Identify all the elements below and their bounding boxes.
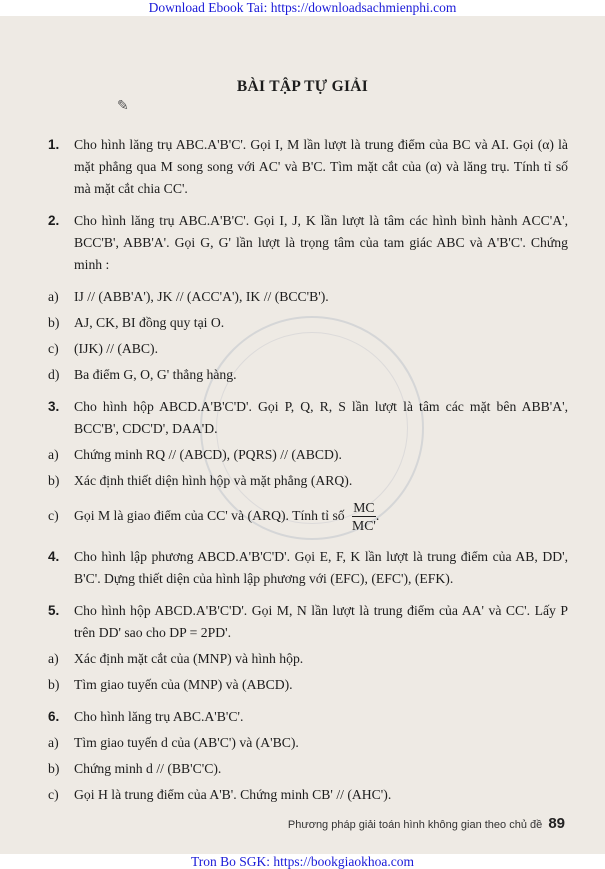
fraction-numerator: MC: [353, 500, 375, 516]
download-link[interactable]: Download Ebook Tai: https://downloadsachmienphi.com: [148, 0, 457, 15]
pencil-mark: ✎: [117, 99, 129, 114]
problem-text: Cho hình lăng trụ ABC.A'B'C'. Gọi I, J, K lần lượt là tâm các hình bình hành ACC'A', BCC'B', ABB'A'. Gọi G, G' lần lượt là trọng tâm của tam giác ABC và A'B'C'. Chứng minh :: [74, 213, 568, 272]
problem-6: [48, 706, 568, 728]
problem-number: 4.: [48, 549, 60, 564]
problem-4: [48, 546, 568, 590]
sub-label: a): [48, 651, 59, 666]
sub-text: Chứng minh d // (BB'C'C).: [74, 761, 222, 776]
problem-3: [48, 396, 568, 440]
problem-number: 1.: [48, 137, 60, 152]
sub-text: Gọi M là giao điểm của CC' và (ARQ). Tính tỉ số: [74, 508, 345, 523]
ratio-fraction: [352, 499, 376, 534]
footer-text: Phương pháp giải toán hình không gian theo chủ đề: [287, 819, 543, 831]
sub-label: c): [48, 787, 59, 802]
sub-label: b): [48, 315, 60, 330]
sub-text: Gọi H là trung điểm của A'B'. Chứng minh CB' // (AHC').: [74, 787, 392, 802]
sub-label: c): [48, 341, 59, 356]
sub-text: IJ // (ABB'A'), JK // (ACC'A'), IK // (BCC'B').: [74, 289, 329, 304]
sub-text: Xác định thiết diện hình hộp và mặt phẳng (ARQ).: [74, 473, 353, 488]
fraction-denominator: MC': [352, 518, 376, 534]
sub-text: Chứng minh RQ // (ABCD), (PQRS) // (ABCD).: [74, 447, 342, 462]
problem-number: 3.: [48, 399, 60, 414]
sub-text: AJ, CK, BI đồng quy tại O.: [74, 315, 225, 330]
sub-question: [48, 444, 568, 466]
sub-label: b): [48, 677, 60, 692]
problem-text: Cho hình lập phương ABCD.A'B'C'D'. Gọi E, F, K lần lượt là trung điểm của AB, DD', B'C'. Dựng thiết diện của hình lập phương với (EFC), (EFC'), (EFK).: [74, 549, 568, 586]
problem-number: 5.: [48, 603, 60, 618]
sub-label: a): [48, 289, 59, 304]
problem-text: Cho hình lăng trụ ABC.A'B'C'.: [74, 709, 244, 724]
sub-text: Tìm giao tuyến d của (AB'C') và (A'BC).: [74, 735, 299, 750]
sub-question: [48, 496, 568, 536]
sub-label: b): [48, 473, 60, 488]
sub-question: [48, 470, 568, 492]
sub-text: Tìm giao tuyến của (MNP) và (ABCD).: [74, 677, 293, 692]
exercise-list: [48, 134, 568, 810]
problem-text: Cho hình hộp ABCD.A'B'C'D'. Gọi P, Q, R, S lần lượt là tâm các mặt bên ABB'A', BCC'B', CDC'D', DAA'D.: [74, 399, 568, 436]
sub-label: d): [48, 367, 60, 382]
sub-text: (IJK) // (ABC).: [74, 341, 159, 356]
page-title: BÀI TẬP TỰ GIẢI: [236, 78, 369, 95]
sub-question: [48, 286, 568, 308]
sub-question: [48, 648, 568, 670]
page-number: 89: [548, 815, 565, 832]
problem-1: [48, 134, 568, 200]
bookgiaokhoa-link[interactable]: Tron Bo SGK: https://bookgiaokhoa.com: [190, 854, 414, 869]
sub-question: [48, 758, 568, 780]
sub-label: c): [48, 508, 59, 523]
sub-text: Xác định mặt cắt của (MNP) và hình hộp.: [74, 651, 304, 666]
problem-5: [48, 600, 568, 644]
sub-question: [48, 674, 568, 696]
sub-label: a): [48, 447, 59, 462]
problem-text: Cho hình lăng trụ ABC.A'B'C'. Gọi I, M lần lượt là trung điểm của BC và AI. Gọi (α) là mặt phẳng qua M song song với AC' và B'C. Tìm mặt cắt của (α) và lăng trụ. Tính tỉ số mà mặt cắt chia CC'.: [74, 137, 568, 196]
sub-question: [48, 732, 568, 754]
page-footer: [288, 815, 565, 832]
sub-question: [48, 364, 568, 386]
sub-text: Ba điểm G, O, G' thẳng hàng.: [74, 367, 237, 382]
problem-number: 2.: [48, 213, 60, 228]
problem-number: 6.: [48, 709, 60, 724]
sub-question: [48, 338, 568, 360]
problem-2: [48, 210, 568, 276]
book-page: [0, 16, 605, 854]
sub-label: a): [48, 735, 59, 750]
sub-text-end: .: [375, 508, 380, 523]
sub-question: [48, 784, 568, 806]
sub-label: b): [48, 761, 60, 776]
problem-text: Cho hình hộp ABCD.A'B'C'D'. Gọi M, N lần lượt là trung điểm của AA' và CC'. Lấy P trên DD' sao cho DP = 2PD'.: [74, 603, 568, 640]
sub-question: [48, 312, 568, 334]
